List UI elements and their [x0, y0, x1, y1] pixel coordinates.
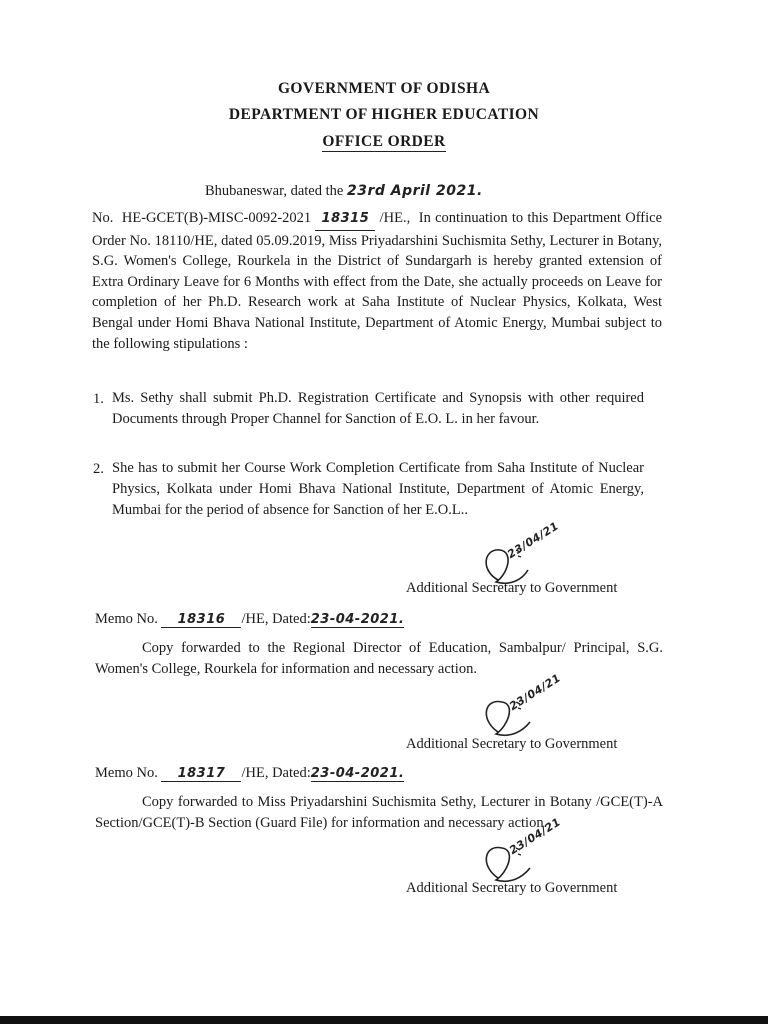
signatory-title: Additional Secretary to Government	[406, 580, 618, 596]
stipulation-number: 2.	[93, 461, 104, 477]
memo-line	[95, 611, 404, 628]
memo-handwritten-no: 18316	[161, 612, 241, 628]
stipulation-number: 1.	[93, 391, 104, 407]
stipulation-item: Ms. Sethy shall submit Ph.D. Registration Certificate and Synopsis with other required Documents through Proper Channel for Sanction of E.O. L. in her favour.	[112, 390, 644, 427]
stipulation-item: She has to submit her Course Work Completion Certificate from Saha Institute of Nuclear Physics, Kolkata under Homi Bhava National Institute, Department of Atomic Energy, Mumbai for the period of absence for Sanction of her E.O.L..	[112, 460, 644, 518]
order-file-no: HE-GCET(B)-MISC-0092-2021	[121, 210, 312, 226]
signature-handwritten-date: 23/04/21	[505, 519, 562, 561]
signatory-title: Additional Secretary to Government	[406, 880, 618, 896]
order-no-suffix: /HE.,	[379, 210, 411, 226]
header-department: DEPARTMENT OF HIGHER EDUCATION	[228, 106, 540, 123]
signature-handwritten-date: 23/04/21	[507, 671, 564, 713]
memo-label: Memo No.	[95, 611, 158, 627]
memo-handwritten-no: 18317	[161, 766, 241, 782]
memo-text: Copy forwarded to Miss Priyadarshini Suchismita Sethy, Lecturer in Botany /GCE(T)-A Section/GCE(T)-B Section (Guard File) for information and necessary action.	[95, 794, 663, 831]
signature-handwritten-date: 23/04/21	[507, 815, 564, 857]
memo-text: Copy forwarded to the Regional Director of Education, Sambalpur/ Principal, S.G. Women's College, Rourkela for information and necessary action.	[95, 640, 663, 677]
order-handwritten-no: 18315	[315, 209, 375, 231]
order-no-label: No.	[92, 210, 114, 226]
dateline-handwritten-date: 23rd April 2021.	[346, 183, 483, 199]
memo-line	[95, 765, 404, 782]
dateline	[205, 183, 483, 200]
header-government: GOVERNMENT OF ODISHA	[277, 80, 491, 97]
scan-edge	[0, 1016, 768, 1024]
memo-dated-label: /HE, Dated:	[241, 611, 311, 627]
header-office-order	[0, 133, 768, 152]
order-body: In continuation to this Department Office Order No. 18110/HE, dated 05.09.2019, Miss Priyadarshini Suchismita Sethy, Lecturer in Botany, S.G. Women's College, Rourkela in the District of Sundargarh is hereby granted extension of Extra Ordinary Leave for 6 Months with effect from the Date, she actually proceeds on Leave for completion of her Ph.D. Research work at Saha Institute of Nuclear Physics, Kolkata, West Bengal under Homi Bhava National Institute, Department of Atomic Energy, Mumbai subject to the following stipulations :	[92, 210, 663, 352]
memo-label: Memo No.	[95, 765, 158, 781]
office-order-title: OFFICE ORDER	[322, 133, 446, 150]
memo-dated-label: /HE, Dated:	[241, 765, 311, 781]
memo-handwritten-date: 23-04-2021.	[310, 612, 405, 627]
memo-handwritten-date: 23-04-2021.	[310, 766, 405, 781]
dateline-prefix: Bhubaneswar, dated the	[205, 183, 344, 199]
order-paragraph	[92, 208, 662, 354]
signatory-title: Additional Secretary to Government	[406, 736, 618, 752]
